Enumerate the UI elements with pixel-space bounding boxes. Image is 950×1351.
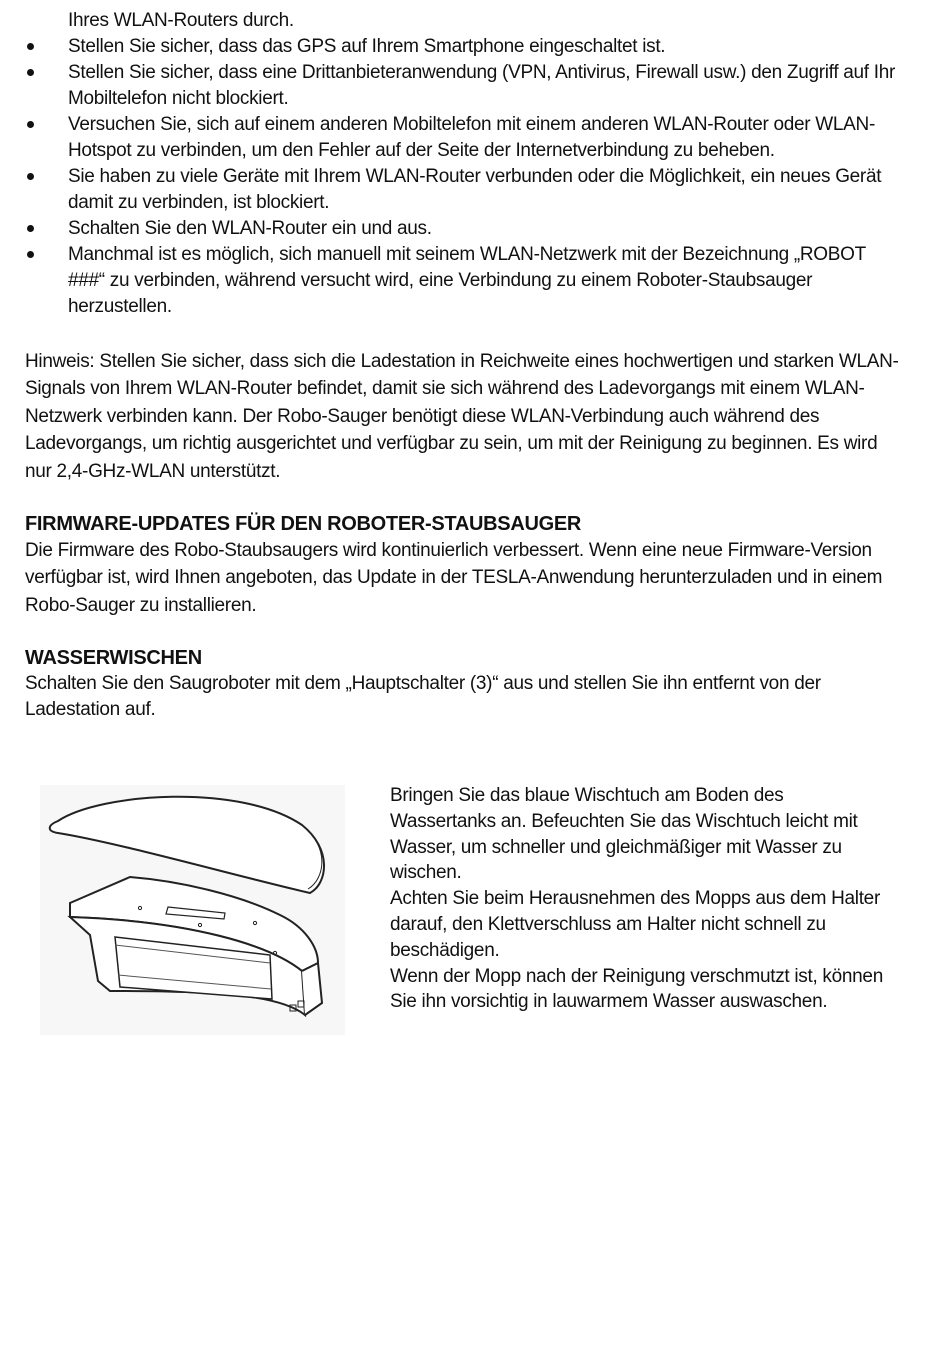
list-item: Stellen Sie sicher, dass eine Drittanbieteranwendung (VPN, Antivirus, Firewall usw.) den Zugriff auf Ihr Mobiltelefon nicht blockiert. [25,60,905,112]
list-item: Sie haben zu viele Geräte mit Ihrem WLAN-Router verbunden oder die Möglichkeit, ein neues Gerät damit zu verbinden, ist blockiert. [25,164,905,216]
mop-instruction-paragraph: Achten Sie beim Herausnehmen des Mopps aus dem Halter darauf, den Klettverschluss am Halter nicht schnell zu beschädigen. [390,888,880,961]
mop-holder-illustration [40,785,345,1035]
list-item: Versuchen Sie, sich auf einem anderen Mobiltelefon mit einem anderen WLAN-Router oder WLAN-Hotspot zu verbinden, um den Fehler auf der Seite der Internetverbindung zu beheben. [25,112,905,164]
mop-figure-row [25,783,905,1043]
mop-instruction-paragraph: Wenn der Mopp nach der Reinigung verschmutzt ist, können Sie ihn vorsichtig in lauwarmem Wasser auswaschen. [390,965,883,1013]
list-item: Stellen Sie sicher, dass das GPS auf Ihrem Smartphone eingeschaltet ist. [25,34,905,60]
firmware-heading: FIRMWARE-UPDATES FÜR DEN ROBOTER-STAUBSAUGER [25,513,582,536]
mopping-body: Schalten Sie den Saugroboter mit dem „Hauptschalter (3)“ aus und stellen Sie ihn entfernt von der Ladestation auf. [25,673,821,721]
firmware-body: Die Firmware des Robo-Staubsaugers wird kontinuierlich verbessert. Wenn eine neue Firmware-Version verfügbar ist, wird Ihnen angeboten, das Update in der TESLA-Anwendung herunterzuladen und in einem Robo-Sauger zu installieren. [25,540,883,616]
list-item: Manchmal ist es möglich, sich manuell mit seinem WLAN-Netzwerk mit der Bezeichnung „ROBOT ###“ zu verbinden, während versucht wird, eine Verbindung zu einem Roboter-Staubsauger herzustellen. [25,242,905,320]
mopping-heading: WASSERWISCHEN [25,647,202,670]
troubleshooting-list [25,34,905,320]
manual-page [25,8,905,1013]
list-item: Schalten Sie den WLAN-Router ein und aus. [25,216,905,242]
intro-continuation: Ihres WLAN-Routers durch. [68,10,294,31]
wifi-note: Hinweis: Stellen Sie sicher, dass sich die Ladestation in Reichweite eines hochwertigen und starken WLAN-Signals von Ihrem WLAN-Router befindet, damit sie sich während des Ladevorgangs mit einem WLAN-Netzwerk verbinden kann. Der Robo-Sauger benötigt diese WLAN-Verbindung auch während des Ladevorgangs, um richtig ausgerichtet und verfügbar zu sein, um mit der Reinigung zu beginnen. Es wird nur 2,4-GHz-WLAN unterstützt. [25,351,899,482]
mop-instruction-paragraph: Bringen Sie das blaue Wischtuch am Boden des Wassertanks an. Befeuchten Sie das Wischtuch leicht mit Wasser, um schneller und gleichmäßiger mit Wasser zu wischen. [390,785,858,884]
mop-instructions [390,783,890,1015]
